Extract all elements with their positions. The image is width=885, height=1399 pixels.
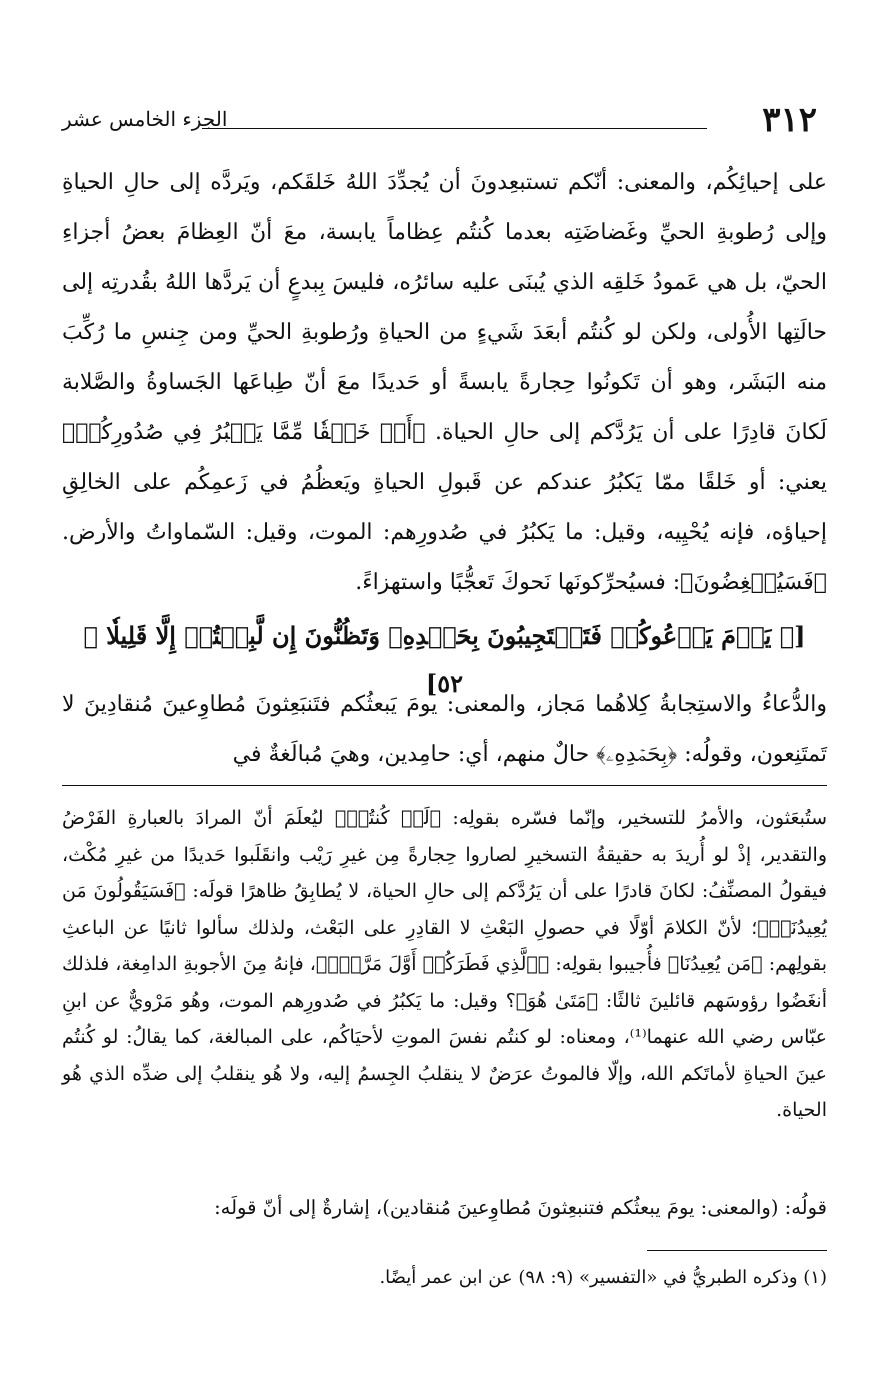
main-text-block [62,158,827,608]
section-divider [62,785,827,786]
running-title: الجزء الخامس عشر [62,107,228,131]
main-paragraph: والدُّعاءُ والاستِجابةُ كِلاهُما مَجاز، والمعنى: يومَ يَبعثُكم فتَنبَعِثونَ مُطاوِعينَ مُنقادِينَ لا تَمتَنِعون، وقولُه: ﴿بِحَمۡدِهِۦ﴾ حالٌ منهم، أي: حامِدين، وهيَ مُبالَغةٌ في [62,692,827,767]
page-header [62,100,817,140]
header-rule [202,128,707,129]
footnote-text: (١) وذكره الطبريُّ في «التفسير» (٩: ٩٨) عن ابن عمر أيضًا. [379,1267,827,1288]
commentary-block [62,800,827,1129]
commentary-paragraph: ستُبعَثون، والأمرُ للتسخير، وإنّما فسّره بقولِه: ﴿لَوۡ كُنتُمۡ﴾ ليُعلَمَ أنّ المرادَ بالعبارةِ الفَرْضُ والتقدير، إذْ لو أُريدَ به حقيقةُ التسخيرِ لصاروا حِجارةً مِن غيرِ رَيْب وانقَلَبوا حَديدًا من غيرِ مُكْث، فيقولُ المصنِّفُ: لكانَ قادرًا على أن يَرُدَّكم إلى حالِ الحياة، لا يُطابِقُ ظاهرًا قولَه: ﴿فَسَيَقُولُونَ مَن يُعِيدُنَاۖ﴾؛ لأنّ الكلامَ أوّلًا في حصولِ البَعْثِ لا القادِرِ على البَعْث، ولذلك سألوا ثانيًا عن الباعثِ بقولِهم: ﴿مَن يُعِيدُنَا﴾ فأُجيبوا بقولِه: ﴿ٱلَّذِي فَطَرَكُمۡ أَوَّلَ مَرَّةٖۚ﴾، فإنهُ مِنَ الأجوبةِ الدامِغة، فلذلك أنغَضُوا رؤوسَهم قائلينَ ثالثًا: ﴿مَتَىٰ هُوَ﴾؟ وقيل: ما يَكبُرُ في صُدورِهم الموت، وهُو مَرْويٌّ عن ابنِ عبّاس رضي الله عنهما⁽¹⁾، ومعناه: لو كنتُم نفسَ الموتِ لأحيَاكُم، على المبالغة، كما يقالُ: لو كُنتُم عينَ الحياةِ لأماتَكم الله، وإلّا فالموتُ عرَضٌ لا ينقلبُ الجِسمُ إليه، ولا هُو ينقلبُ إلى ضدِّه الذي هُو الحياة. [62,807,827,1121]
commentary-paragraph: قولُه: (والمعنى: يومَ يبعثُكم فتنبعِثونَ مُطاوِعينَ مُنقادين)، إشارةٌ إلى أنّ قولَه: [214,1196,827,1219]
footnote-rule [647,1250,827,1251]
page-number: ٣١٢ [762,100,817,140]
main-text-block-2 [62,680,827,780]
commentary-block-2 [62,1188,827,1228]
quran-verse: [﴿ يَوۡمَ يَدۡعُوكُمۡ فَتَسۡتَجِيبُونَ بِحَمۡدِهِۦ وَتَظُنُّونَ إِن لَّبِثۡتُمۡ إِلَّا قَلِيلٗا ﴾ ٥٢] [83,621,806,698]
main-paragraph: على إحيائِكُم، والمعنى: أنّكم تستبعِدونَ أن يُجدِّدَ اللهُ خَلقَكم، ويَردَّه إلى حالِ الحياةِ وإلى رُطوبةِ الحيِّ وغَضاضَتِه بعدما كُنتُم عِظاماً يابسة، معَ أنّ العِظامَ بعضُ أجزاءِ الحيّ، بل هي عَمودُ خَلقِه الذي يُبنَى عليه سائرُه، فليسَ بِبدعٍ أن يَردَّها اللهُ بقُدرتِه إلى حالَتِها الأُولى، ولكن لو كُنتُم أبعَدَ شَيءٍ من الحياةِ ورُطوبةِ الحيِّ ومن جِنسِ ما رُكِّبَ منه البَشَر، وهو أن تَكونُوا حِجارةً يابسةً أو حَديدًا معَ أنّ طِباعَها الجَساوةُ والصَّلابة لَكانَ قادِرًا على أن يَرُدَّكم إلى حالِ الحياة. ﴿أَوۡ خَلۡقٗا مِّمَّا يَكۡبُرُ فِي صُدُورِكُمۡ﴾ يعني: أو خَلقًا ممّا يَكبُرُ عندكم عن قَبولِ الحياةِ ويَعظُمُ في زَعمِكُم على الخالِقِ إحياؤه، فإنه يُحْيِيه، وقيل: ما يَكبُرُ في صُدورِهم: الموت، وقيل: السّماواتُ والأرض. ﴿فَسَيُنۡغِضُونَ﴾: فسيُحرِّكونَها نَحوكَ تَعجُّبًا واستهزاءً. [62,170,827,595]
footnote-block [62,1262,827,1294]
